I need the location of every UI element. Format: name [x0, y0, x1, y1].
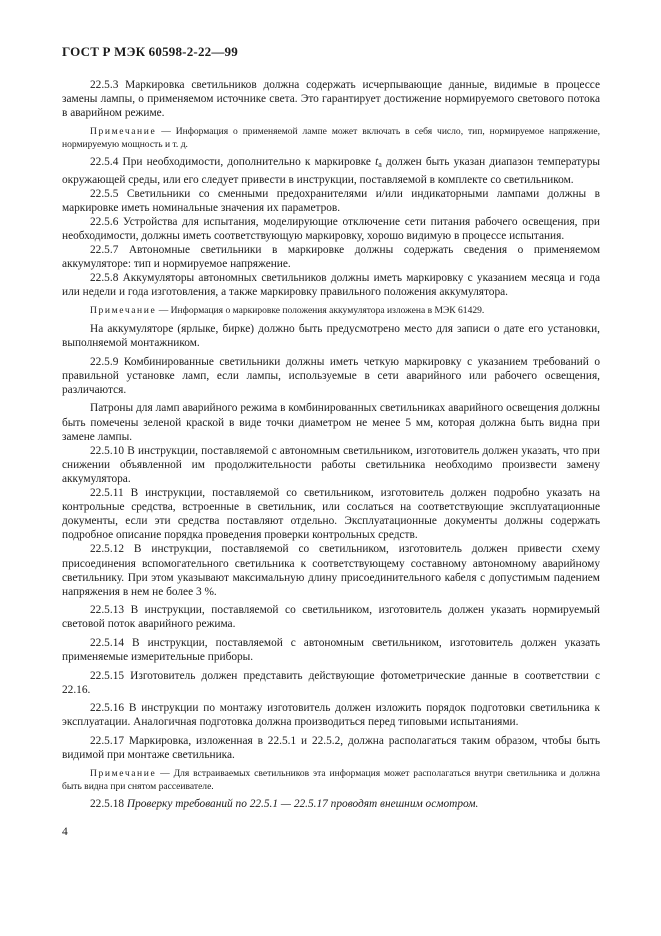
clause-22-5-9: 22.5.9 Комбинированные светильники должны иметь четкую маркировку с указанием требований о правильной установке ламп, если лампы, используемые в сети аварийного или рабочего освещения, различаются. [62, 355, 600, 396]
clause-22-5-8: 22.5.8 Аккумуляторы автономных светильников должны иметь маркировку с указанием месяца и года или недели и года изготовления, а также маркировку правильного положения аккумулятора. [62, 272, 600, 299]
note-text: Информация о применяемой лампе может включать в себя число, тип, нормируемое напряжение, нормируемую мощность и т. д. [62, 126, 600, 150]
note-text: Для встраиваемых светильников эта информация может располагаться внутри светильника и должна быть видна при снятом рассеивателе. [62, 768, 600, 792]
clause-22-5-9-extra: Патроны для ламп аварийного режима в комбинированных светильниках аварийного освещения должны быть помечены зеленой краской в виде точки диаметром не менее 5 мм, которая должна быть видна при замене лампы. [62, 402, 600, 443]
clause-22-5-15: 22.5.15 Изготовитель должен представить действующие фотометрические данные в соответствии с 22.16. [62, 669, 600, 696]
note-label: Примечание [90, 305, 157, 317]
clause-22-5-8-extra: На аккумуляторе (ярлыке, бирке) должно быть предусмотрено место для записи о дате его установки, выполняемой монтажником. [62, 323, 600, 350]
clause-text: 22.5.4 При необходимости, дополнительно к маркировке [90, 156, 376, 169]
note-label: Примечание [90, 768, 157, 780]
clause-22-5-4 [62, 155, 600, 186]
clause-22-5-14: 22.5.14 В инструкции, поставляемой с автономным светильником, изготовитель должен указать применяемые измерительные приборы. [62, 636, 600, 664]
clause-22-5-16: 22.5.16 В инструкции по монтажу изготовитель должен изложить порядок подготовки светильника к эксплуатации. Аналогичная подготовка должна производиться перед типовыми испытаниями. [62, 702, 600, 729]
note-dash: — [156, 768, 174, 780]
clause-number: 22.5.18 [90, 798, 127, 811]
clause-22-5-18 [62, 797, 600, 811]
note-label: Примечание [90, 126, 157, 138]
note-dash: — [156, 305, 171, 317]
note-1 [62, 126, 600, 151]
temperature-symbol: t [375, 156, 379, 169]
clause-22-5-7: 22.5.7 Автономные светильники в маркировке должны содержать сведения о применяемом аккумуляторе: тип и нормируемое напряжение. [62, 244, 600, 271]
clause-22-5-3: 22.5.3 Маркировка светильников должна содержать исчерпывающие данные, видимые в процессе замены лампы, о применяемом источнике света. Это гарантирует достижение нормируемого светового потока в аварийном режиме. [62, 79, 600, 120]
page-number: 4 [62, 826, 68, 838]
clause-text: Проверку требований по 22.5.1 — 22.5.17 проводят внешним осмотром. [126, 798, 479, 811]
clause-text: должен быть указан диапазон температуры окружающей среды, или его следует привести в инструкции, поставляемой в комплекте со светильником. [62, 156, 600, 186]
clause-22-5-10: 22.5.10 В инструкции, поставляемой с автономным светильником, изготовитель должен указать, что при снижении объявленной им продолжительности работы светильника необходимо произвести замену аккумулятора. [62, 444, 600, 485]
clause-22-5-6: 22.5.6 Устройства для испытания, моделирующие отключение сети питания рабочего освещения, при необходимости, должны иметь соответствующую маркировку, хорошо видимую в процессе испытания. [62, 215, 600, 242]
note-dash: — [156, 126, 176, 138]
clause-22-5-12: 22.5.12 В инструкции, поставляемой со светильником, изготовитель должен привести схему присоединения вспомогательного светильника к соответствующему составному автономному аварийному светильнику. При этом указывают максимальную длину присоединительного кабеля с допустимым падением напряжения в нем не более 3 %. [62, 543, 600, 598]
note-2 [62, 305, 600, 318]
temperature-subscript: a [378, 160, 382, 170]
clause-22-5-5: 22.5.5 Светильники со сменными предохранителями и/или индикаторными лампами должны в маркировке иметь номинальные значения их параметров. [62, 187, 600, 214]
clause-22-5-11: 22.5.11 В инструкции, поставляемой со светильником, изготовитель должен подробно указать на контрольные средства, встроенные в светильник, или сослаться на соответствующие эксплуатационные документы, если эти средства поставляют отдельно. Эксплуатационные документы должны содержать подробное описание порядка проведения проверки контрольных средств. [62, 487, 600, 542]
clause-22-5-17: 22.5.17 Маркировка, изложенная в 22.5.1 и 22.5.2, должна располагаться таким образом, чтобы быть видимой при монтаже светильника. [62, 735, 600, 762]
page-header: ГОСТ Р МЭК 60598-2-22—99 [62, 44, 238, 59]
note-text: Информация о маркировке положения аккумулятора изложена в МЭК 61429. [170, 305, 485, 317]
clause-22-5-13: 22.5.13 В инструкции, поставляемой со светильником, изготовитель должен указать нормируемый световой поток аварийного режима. [62, 604, 600, 631]
document-body [62, 78, 600, 812]
note-3 [62, 768, 600, 793]
